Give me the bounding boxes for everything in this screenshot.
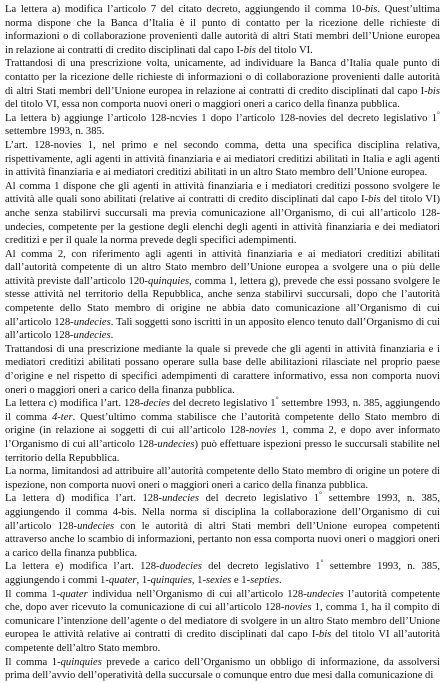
italic-text: quinquies — [147, 275, 190, 287]
text-run: Il comma 1- — [5, 656, 61, 668]
italic-text: bis — [364, 4, 378, 15]
paragraph — [5, 656, 440, 683]
text-run: del decreto legislativo 1 — [169, 398, 276, 410]
text-run: , 1- — [136, 574, 151, 586]
italic-text: undecies — [73, 330, 111, 342]
text-run: con le autorità di altri Stati membri dell’Unione europea competenti attraverso anche lo scambio di informazioni, pertanto non essa comporta nuovi oneri o maggiori oneri a carico della finanza pubblica. — [5, 520, 440, 559]
text-run: settembre 1993, n. 385. — [5, 126, 105, 138]
text-run: 1, comma 1, ha il compito di comunicare l’intenzione dell’agente o del mediatore di svolgere in un altro Stato membro dell’Unione europea le attività relative ai contratti di credito disciplinati dal capo I- — [5, 602, 440, 641]
text-run: del titolo VI all’autorità competente dell’altro Stato membro. — [5, 629, 440, 654]
text-run: Il comma 1- — [5, 588, 61, 600]
italic-text: quater — [60, 588, 88, 600]
text-run: La lettera c) modifica l’art. 128- — [5, 398, 144, 410]
paragraph — [5, 248, 440, 343]
text-run: del decreto legislativo 1 — [201, 561, 321, 573]
italic-text: septies — [250, 574, 279, 586]
text-run: settembre 1993, n. 385, aggiungendo il comma 4-bis. Nella norma si disciplina la collaborazione dell’Organismo di cui all’articolo 128- — [5, 493, 440, 532]
italic-text: sexies — [205, 574, 232, 586]
paragraph — [5, 588, 440, 656]
paragraph — [5, 394, 441, 465]
text-run: prevede a carico dell’Organismo un obbligo di informazione, da assolversi prima dell’avvio dell’operatività della succursale o comunque entro due mesi dalla comunicazione di — [5, 656, 440, 682]
paragraph — [5, 109, 440, 139]
text-run: La lettera a) modifica l’articolo 7 del citato decreto, aggiungendo il comma 10- — [5, 4, 365, 15]
superscript-text: ° — [275, 394, 279, 404]
text-run: ) può effettuare ispezioni presso le succursali stabilite nel territorio della Repubblica. — [5, 439, 440, 464]
paragraph — [5, 57, 440, 111]
text-run: La norma, limitandosi ad attribuire all’autorità competente dello Stato membro di origine un potere di ispezione, non comporta nuovi oneri o maggiori oneri a carico della finanza pubblica. — [5, 466, 440, 491]
italic-text: bis — [368, 194, 381, 206]
text-run: . — [278, 574, 282, 586]
italic-text: undecies — [157, 439, 195, 450]
text-run: Al comma 1 dispone che gli agenti in attività finanziaria e i mediatori creditizi possono svolgere le attività alle quali sono abilitati (relative ai contratti di credito disciplinati dal capo I- — [5, 180, 440, 206]
text-run: . Quest’ultimo comma stabilisce che l’autorità competente dello Stato membro di origine (in relazione ai soggetti di cui all’articolo 128- — [5, 411, 441, 437]
text-run: . — [110, 330, 114, 342]
italic-text: novies — [249, 425, 277, 437]
paragraph — [5, 3, 440, 57]
text-run: Al comma 2, con riferimento agli agenti in attività finanziaria e ai mediatori creditizi abilitati dall’autorità competente di un altro Stato membro dell’Unione europea a svolgere una o più delle attività previste dall’articolo 120- — [5, 248, 440, 287]
paragraph — [5, 557, 440, 587]
text-run: La lettera d) modifica l’art. 128- — [5, 493, 162, 505]
text-run: La lettera e) modifica l’art. 128- — [5, 561, 160, 573]
italic-text: quinquies — [150, 574, 192, 586]
text-run: del titolo VI, essa non comporta nuovi oneri o maggiori oneri a carico della finanza pubblica. — [5, 99, 400, 111]
text-run: settembre 1993, n. 385, aggiungendo i commi 1- — [5, 561, 440, 586]
text-run: Trattandosi di una prescrizione mediante la quale si prevede che gli agenti in attività finanziaria e i mediatori creditizi abilitati possano operare sulla base delle abilitazioni rilasciate nel proprio paese d’origine e nel rispetto di specifici adempimenti di carattere informativo, essa non comporta nuovi oneri o maggiori oneri a carico della finanza pubblica. — [5, 343, 440, 396]
paragraph — [5, 139, 440, 180]
italic-text: duodecies — [159, 561, 202, 573]
text-run: . Tali soggetti sono iscritti in un apposito elenco tenuto dall’Organismo di cui all’articolo 128- — [5, 316, 440, 342]
text-run: settembre 1993, n. 385, aggiungendo il comma — [5, 398, 440, 423]
italic-text: quinquies — [60, 656, 102, 668]
text-run: La lettera b) aggiunge l’articolo 128-ncvies 1 dopo l’articolo 128-novies del decreto legislativo 1 — [5, 112, 438, 124]
text-run: , 1- — [191, 574, 206, 586]
superscript-text: ° — [319, 489, 323, 499]
text-run: . Quest’ultima norma dispone che la Banca d’Italia è il punto di contatto per la ricezione delle richieste di informazioni o di collaborazione provenienti dalle autorità di altri Stati membri dell’Unione europea in relazione ai contratti di credito disciplinati dal capo I- — [5, 4, 440, 56]
paragraph — [5, 489, 440, 560]
text-run: , comma 1, lettera g), prevede che essi possano svolgere le stesse attività nel territorio della Repubblica, anche senza stabilirvi succursali, dopo che l’autorità competente dello Stato membro di origine ne abbia dato comunicazione all’Organismo di cui all’articolo 128- — [5, 275, 440, 328]
superscript-text: ° — [437, 109, 440, 119]
italic-text: undecies — [161, 493, 200, 505]
italic-text: 4-ter — [51, 411, 73, 423]
italic-text: undecies — [77, 520, 115, 532]
italic-text: bis — [243, 44, 256, 56]
paragraph — [5, 343, 440, 397]
text-run: del titolo VI) anche senza stabilirvi succursali ma previa comunicazione all’Organismo, di cui all’articolo 128-undecies, competente per la gestione degli elenchi degli agenti in attività finanziaria e dei mediatori creditizi e per il quale la norma prevede degli specifici adempimenti. — [5, 194, 440, 247]
text-run: l’autorità competente che, dopo aver ricevuto la comunicazione di cui all’articolo 128- — [5, 588, 441, 614]
italic-text: bis — [427, 85, 440, 97]
paragraph — [5, 180, 440, 248]
superscript-text: ° — [320, 557, 324, 567]
paragraph — [5, 465, 440, 492]
text-run: 1, comma 2, e dopo aver informato l’Organismo di cui all’articolo 128- — [5, 425, 440, 450]
text-run: del decreto legislativo 1 — [199, 493, 320, 505]
italic-text: quater — [108, 574, 137, 586]
text-run: individua nell’Organismo di cui all’articolo 128- — [87, 588, 307, 600]
text-run: e 1- — [231, 574, 251, 586]
text-run: L’art. 128-novies 1, nel primo e nel secondo comma, detta una specifica disciplina relativa, rispettivamente, agli agenti in attività finanziaria e ai mediatori creditizi abilitati in Italia e agli agenti in attività finanziaria e ai mediatori creditizi abilitati in un altro Stato membro dell’Unione europea. — [5, 139, 440, 179]
italic-text: undecies — [73, 316, 111, 328]
italic-text: bis — [318, 629, 332, 641]
italic-text: undecies — [306, 588, 344, 600]
text-run: del titolo VI. — [255, 44, 313, 56]
italic-text: novies — [284, 602, 312, 614]
italic-text: decies — [143, 398, 170, 410]
text-run: Trattandosi di una prescrizione volta, unicamente, ad individuare la Banca d’Italia quale punto di contatto per la ricezione delle richieste di informazioni o di collaborazione provenienti dalle autorità di altri Stati membri dell’Unione europea in relazione ai contratti di credito disciplinati dal capo I- — [5, 58, 440, 97]
